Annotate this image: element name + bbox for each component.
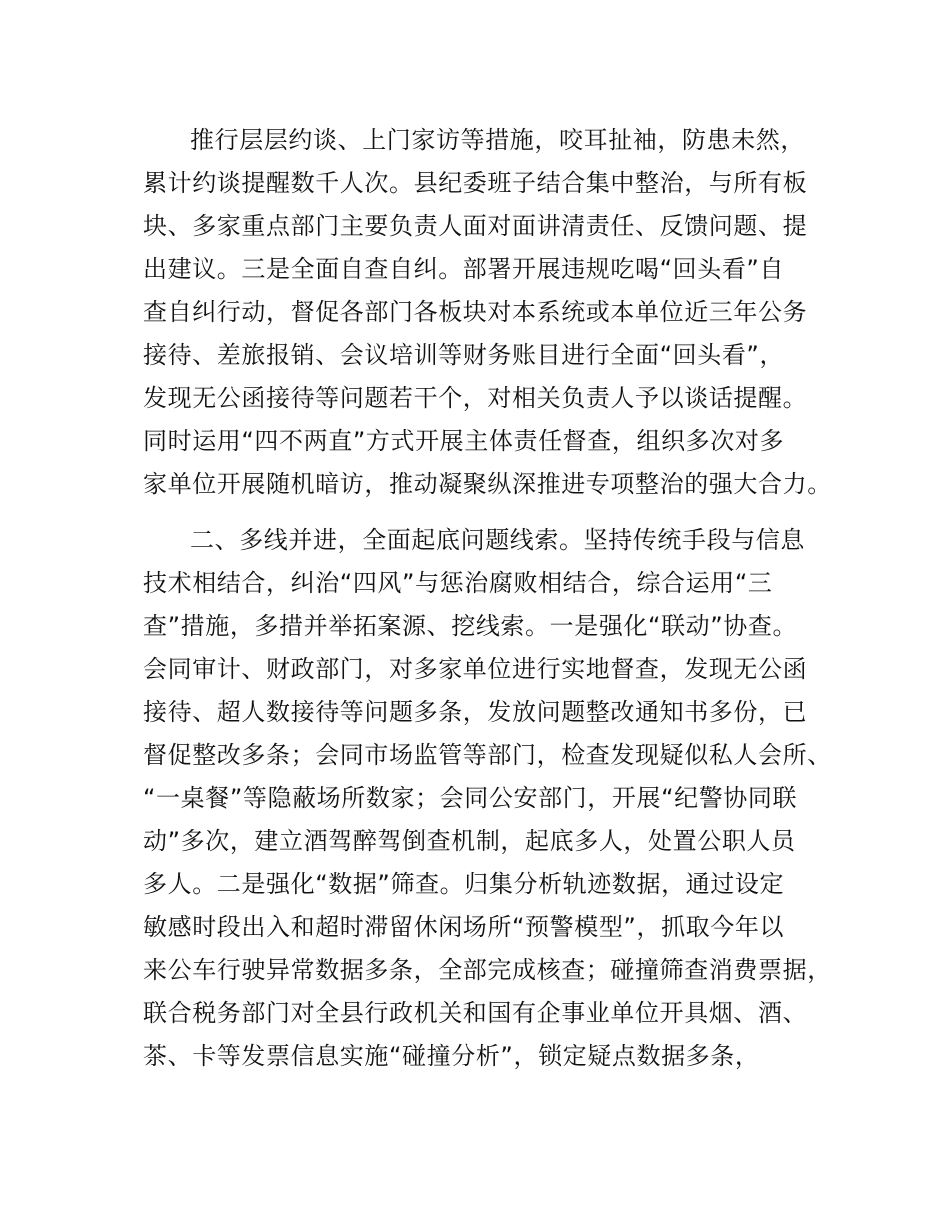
text-line: 动”多次，建立酒驾醉驾倒查机制，起底多人，处置公职人员: [143, 827, 796, 855]
text-line: 接待、差旅报销、会议培训等财务账目进行全面“回头看”，: [143, 341, 785, 369]
document-page: [143, 119, 832, 1078]
text-line: 出建议。三是全面自查自纠。部署开展违规吃喝“回头看”自: [143, 255, 785, 283]
text-line: 联合税务部门对全县行政机关和国有企事业单位开具烟、酒、: [143, 999, 808, 1027]
text-line: 查自纠行动，督促各部门各板块对本系统或本单位近三年公务: [143, 298, 808, 326]
paragraph-2: [143, 519, 832, 1078]
text-line: “一桌餐”等隐蔽场所数家；会同公安部门，开展“纪警协同联: [143, 784, 798, 812]
text-line: 同时运用“四不两直”方式开展主体责任督查，组织多次对多: [143, 427, 785, 455]
text-line: 督促整改多条；会同市场监管等部门，检查发现疑似私人会所、: [143, 741, 832, 769]
text-line: 来公车行驶异常数据多条，全部完成核查；碰撞筛查消费票据，: [143, 956, 832, 984]
text-line: 查”措施，多措并举拓案源、挖线索。一是强化“联动”协查。: [143, 612, 798, 640]
text-line: 二、多线并进，全面起底问题线索。坚持传统手段与信息: [190, 526, 805, 554]
text-line: 块、多家重点部门主要负责人面对面讲清责任、反馈问题、提: [143, 212, 808, 240]
text-line: 多人。二是强化“数据”筛查。归集分析轨迹数据，通过设定: [143, 870, 785, 898]
text-line: 敏感时段出入和超时滞留休闲场所“预警模型”，抓取今年以: [143, 913, 785, 941]
text-line: 会同审计、财政部门，对多家单位进行实地督查，发现无公函: [143, 655, 808, 683]
text-line: 推行层层约谈、上门家访等措施，咬耳扯袖，防患未然，: [190, 126, 805, 154]
text-line: 累计约谈提醒数千人次。县纪委班子结合集中整治，与所有板: [143, 169, 808, 197]
text-line: 技术相结合，纠治“四风”与惩治腐败相结合，综合运用“三: [143, 569, 773, 597]
text-line: 家单位开展随机暗访，推动凝聚纵深推进专项整治的强大合力。: [143, 470, 832, 498]
text-line: 接待、超人数接待等问题多条，发放问题整改通知书多份，已: [143, 698, 808, 726]
paragraph-1: [143, 119, 832, 506]
text-line: 茶、卡等发票信息实施“碰撞分析”，锁定疑点数据多条，: [143, 1042, 760, 1070]
text-line: 发现无公函接待等问题若干个，对相关负责人予以谈话提醒。: [143, 384, 808, 412]
